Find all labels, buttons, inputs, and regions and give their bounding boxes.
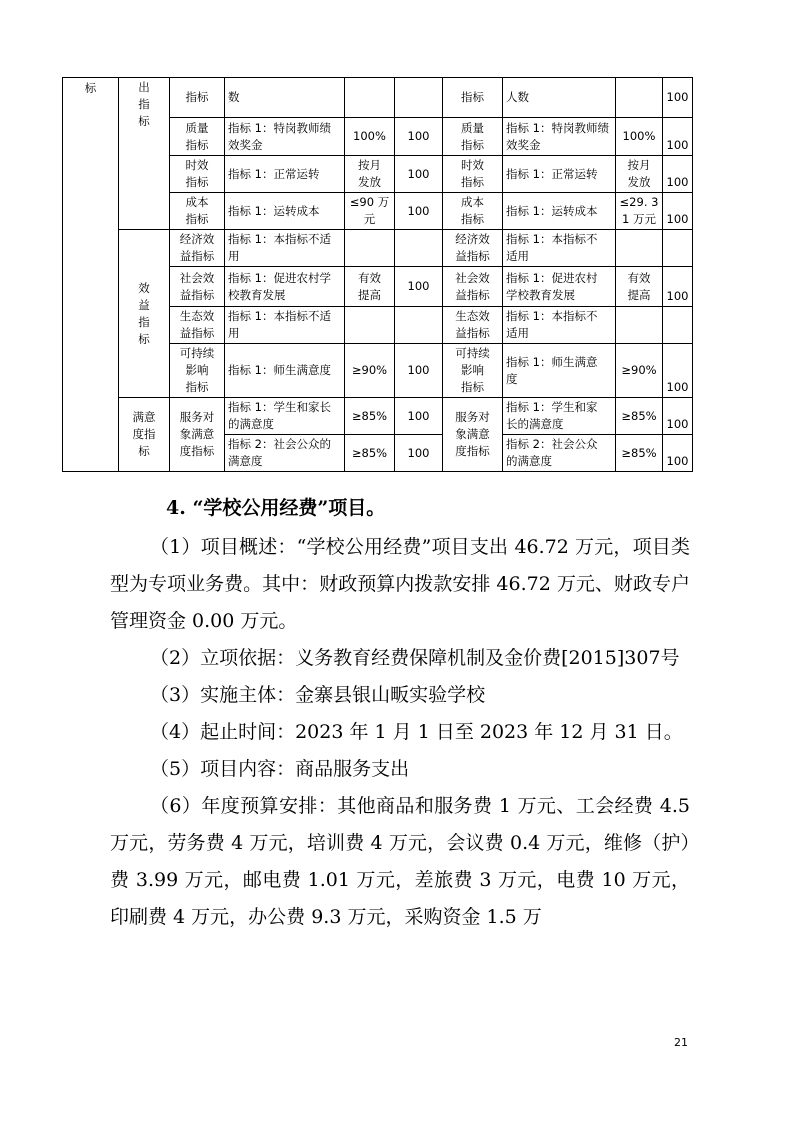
left-indicator-cell: 指标 2：社会公众的 满意度: [225, 435, 345, 472]
left-value-cell: ≥90%: [345, 344, 395, 398]
table-row: [63, 398, 693, 435]
left-type-cell: 指标: [170, 78, 225, 118]
left-value-cell: [345, 307, 395, 344]
left-indicator-cell: 指标 1：特岗教师绩效奖金: [225, 118, 345, 156]
right-score-cell: 100: [663, 156, 693, 193]
right-indicator-cell: 指标 1：本指标不 适用: [503, 230, 616, 267]
left-indicator-cell: 指标 1：正常运转: [225, 156, 345, 193]
right-value-cell: 有效 提高: [616, 267, 663, 307]
right-indicator-cell: 指标 1：特岗教师绩效奖金: [503, 118, 616, 156]
right-indicator-cell: 指标 1：运转成本: [503, 193, 616, 230]
left-value-cell: ≤90 万 元: [345, 193, 395, 230]
document-body: [110, 490, 690, 936]
left-type-cell: 服务对 象满意 度指标: [170, 398, 225, 472]
left-score-cell: 100: [395, 267, 443, 307]
right-type-cell: 生态效 益指标: [443, 307, 503, 344]
right-indicator-cell: 指标 1：师生满意 度: [503, 344, 616, 398]
right-score-cell: 100: [663, 78, 693, 118]
right-value-cell: ≥85%: [616, 435, 663, 472]
left-value-cell: [345, 78, 395, 118]
right-score-cell: 100: [663, 344, 693, 398]
paragraph-overview: （1）项目概述：“学校公用经费”项目支出 46.72 万元，项目类型为专项业务费。其中：财政预算内拨款安排 46.72 万元、财政专户管理资金 0.00 万元。: [110, 536, 690, 632]
section-heading: 4. “学校公用经费”项目。: [166, 497, 386, 519]
left-type-cell: 经济效 益指标: [170, 230, 225, 267]
right-score-cell: 100: [663, 193, 693, 230]
right-score-cell: [663, 307, 693, 344]
left-score-cell: 100: [395, 398, 443, 435]
left-indicator-cell: 指标 1：促进农村学 校教育发展: [225, 267, 345, 307]
left-score-cell: 100: [395, 344, 443, 398]
left-indicator-cell: 数: [225, 78, 345, 118]
right-value-cell: [616, 230, 663, 267]
right-value-cell: ≥85%: [616, 398, 663, 435]
right-type-cell: 服务对 象满意 度指标: [443, 398, 503, 472]
right-type-cell: 社会效 益指标: [443, 267, 503, 307]
left-score-cell: 100: [395, 156, 443, 193]
right-value-cell: 100%: [616, 118, 663, 156]
right-indicator-cell: 指标 2：社会公众 的满意度: [503, 435, 616, 472]
left-score-cell: 100: [395, 193, 443, 230]
paragraph-implementer: （3）实施主体：金寨县银山畈实验学校: [150, 684, 486, 706]
right-indicator-cell: 指标 1：本指标不 适用: [503, 307, 616, 344]
left-indicator-cell: 指标 1：运转成本: [225, 193, 345, 230]
right-type-cell: 成本 指标: [443, 193, 503, 230]
right-type-cell: 可持续 影响 指标: [443, 344, 503, 398]
left-indicator-cell: 指标 1：学生和家长 的满意度: [225, 398, 345, 435]
right-value-cell: ≤29. 3 1 万元: [616, 193, 663, 230]
right-score-cell: [663, 230, 693, 267]
right-score-cell: 100: [663, 118, 693, 156]
right-type-cell: 经济效 益指标: [443, 230, 503, 267]
right-value-cell: [616, 78, 663, 118]
left-value-cell: ≥85%: [345, 398, 395, 435]
right-indicator-cell: 指标 1：正常运转: [503, 156, 616, 193]
right-score-cell: 100: [663, 267, 693, 307]
left-value-cell: [345, 230, 395, 267]
paragraph-project-content: （5）项目内容：商品服务支出: [150, 758, 410, 780]
right-indicator-cell: 指标 1：学生和家 长的满意度: [503, 398, 616, 435]
left-type-cell: 生态效 益指标: [170, 307, 225, 344]
left-type-cell: 质量 指标: [170, 118, 225, 156]
left-value-cell: 100%: [345, 118, 395, 156]
paragraph-period: （4）起止时间：2023 年 1 月 1 日至 2023 年 12 月 31 日。: [150, 721, 683, 743]
left-indicator-cell: 指标 1：师生满意度: [225, 344, 345, 398]
left-score-cell: [395, 230, 443, 267]
level2-output-label: 出 指 标: [119, 78, 170, 230]
left-indicator-cell: 指标 1：本指标不适 用: [225, 307, 345, 344]
paragraph-basis: （2）立项依据：义务教育经费保障机制及金价费[2015]307号: [150, 647, 680, 669]
left-type-cell: 时效 指标: [170, 156, 225, 193]
right-indicator-cell: 指标 1：促进农村 学校教育发展: [503, 267, 616, 307]
left-score-cell: 100: [395, 435, 443, 472]
performance-indicator-table: [62, 77, 693, 472]
left-type-cell: 可持续 影响 指标: [170, 344, 225, 398]
left-type-cell: 社会效 益指标: [170, 267, 225, 307]
right-type-cell: 指标: [443, 78, 503, 118]
right-type-cell: 时效 指标: [443, 156, 503, 193]
left-score-cell: [395, 307, 443, 344]
right-score-cell: 100: [663, 398, 693, 435]
table-row: [63, 78, 693, 118]
right-value-cell: 按月 发放: [616, 156, 663, 193]
level2-benefit-label: 效 益 指 标: [119, 230, 170, 398]
left-score-cell: [395, 78, 443, 118]
left-type-cell: 成本 指标: [170, 193, 225, 230]
left-indicator-cell: 指标 1：本指标不适 用: [225, 230, 345, 267]
left-value-cell: 有效 提高: [345, 267, 395, 307]
left-value-cell: ≥85%: [345, 435, 395, 472]
table-row: [63, 230, 693, 267]
right-indicator-cell: 人数: [503, 78, 616, 118]
left-score-cell: 100: [395, 118, 443, 156]
level1-label-cell: 标: [63, 78, 119, 472]
left-value-cell: 按月 发放: [345, 156, 395, 193]
level2-satisfaction-label: 满意 度指 标: [119, 398, 170, 472]
paragraph-budget: （6）年度预算安排：其他商品和服务费 1 万元、工会经费 4.5 万元，劳务费 4 万元，培训费 4 万元，会议费 0.4 万元，维修（护）费 3.99 万元，邮电费 1.01 万元，差旅费 3 万元，电费 10 万元，印刷费 4 万元，办公费 9.3 万元，采购资金 1.5 万: [110, 795, 690, 928]
right-type-cell: 质量 指标: [443, 118, 503, 156]
table-body: [63, 78, 693, 472]
page-number: 21: [674, 1036, 688, 1049]
right-score-cell: 100: [663, 435, 693, 472]
right-value-cell: [616, 307, 663, 344]
right-value-cell: ≥90%: [616, 344, 663, 398]
